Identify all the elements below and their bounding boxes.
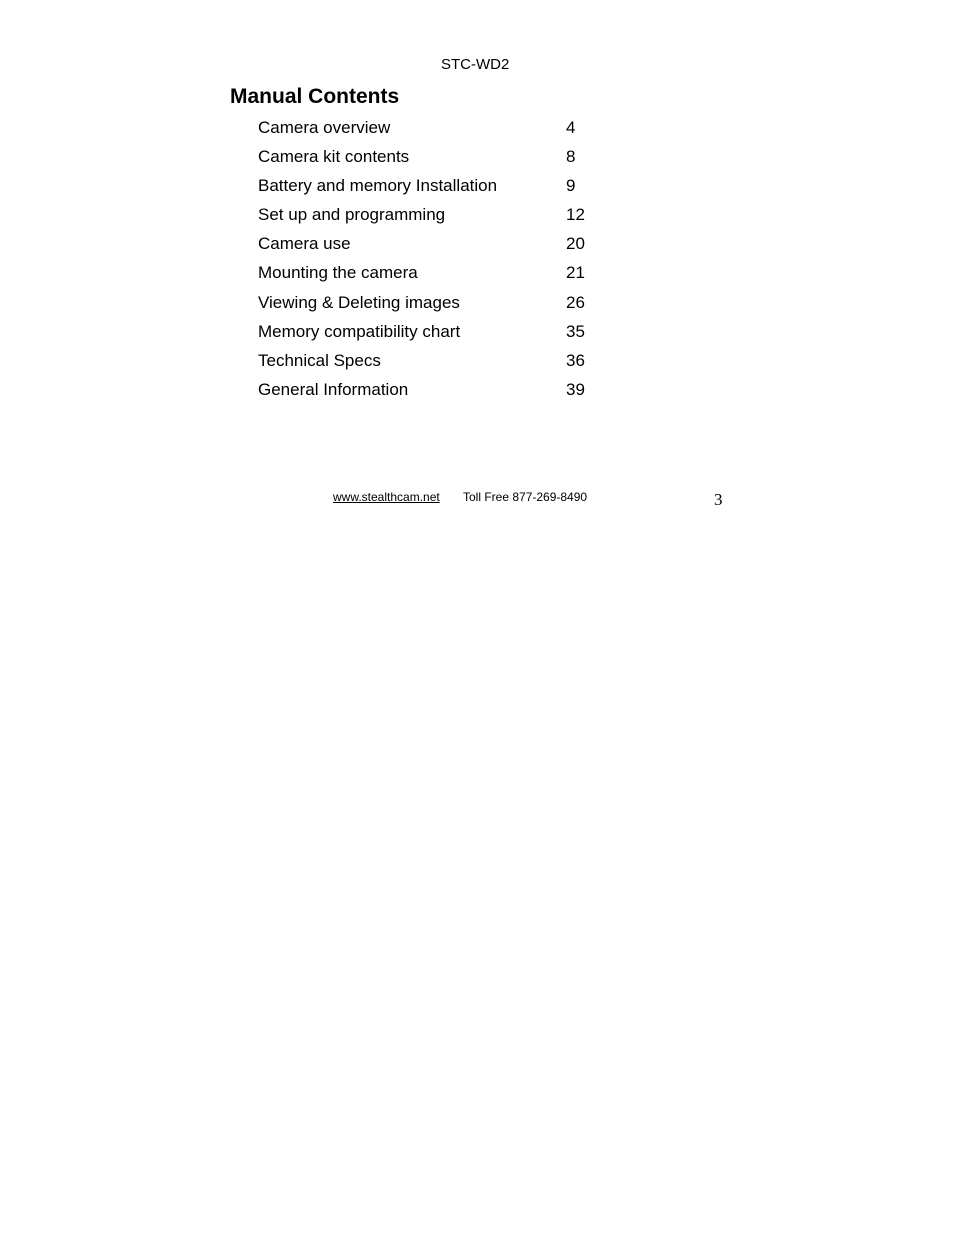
- toc-entry-page: 20: [566, 234, 585, 254]
- model-number: STC-WD2: [441, 56, 510, 73]
- toc-entry-label: Memory compatibility chart: [258, 321, 461, 341]
- toc-entry-label: Camera kit contents: [258, 147, 410, 167]
- toc-entry-page: 39: [566, 379, 585, 399]
- toc-entry-label: Mounting the camera: [258, 263, 418, 283]
- page-number: 3: [714, 490, 723, 509]
- toc-entry-camera-kit-contents: [258, 147, 618, 176]
- toc-entry-label: Battery and memory Installation: [258, 176, 498, 196]
- toc-entry-camera-overview: [258, 118, 618, 147]
- toc-entry-page: 35: [566, 321, 585, 341]
- toll-free-phone: Toll Free 877-269-8490: [463, 490, 588, 504]
- toc-entry-label: Viewing & Deleting images: [258, 292, 460, 312]
- website-link[interactable]: www.stealthcam.net: [333, 490, 440, 504]
- toc-entry-mounting: [258, 263, 618, 292]
- toc-entry-general-information: [258, 380, 618, 409]
- toc-entry-label: Camera overview: [258, 118, 391, 137]
- toc-entry-page: 36: [566, 350, 585, 370]
- toc-entry-page: 21: [566, 263, 585, 283]
- toc-entry-label: Camera use: [258, 234, 351, 254]
- toc-entry-page: 26: [566, 292, 585, 312]
- toc-entry-camera-use: [258, 234, 618, 263]
- toc-entry-memory-chart: [258, 322, 618, 351]
- toc-entry-page: 9: [566, 176, 576, 196]
- toc-entry-label: Technical Specs: [258, 350, 381, 370]
- toc-entry-setup-programming: [258, 205, 618, 234]
- toc-entry-technical-specs: [258, 351, 618, 380]
- toc-entry-battery-memory: [258, 176, 618, 205]
- toc-entry-label: Set up and programming: [258, 205, 446, 225]
- page-title: Manual Contents: [230, 85, 400, 108]
- toc-entry-viewing-deleting: [258, 293, 618, 322]
- toc-entry-label: General Information: [258, 379, 409, 399]
- toc-entry-page: 8: [566, 147, 576, 167]
- table-of-contents: [258, 118, 618, 409]
- toc-entry-page: 12: [566, 205, 585, 225]
- toc-entry-page: 4: [566, 118, 576, 137]
